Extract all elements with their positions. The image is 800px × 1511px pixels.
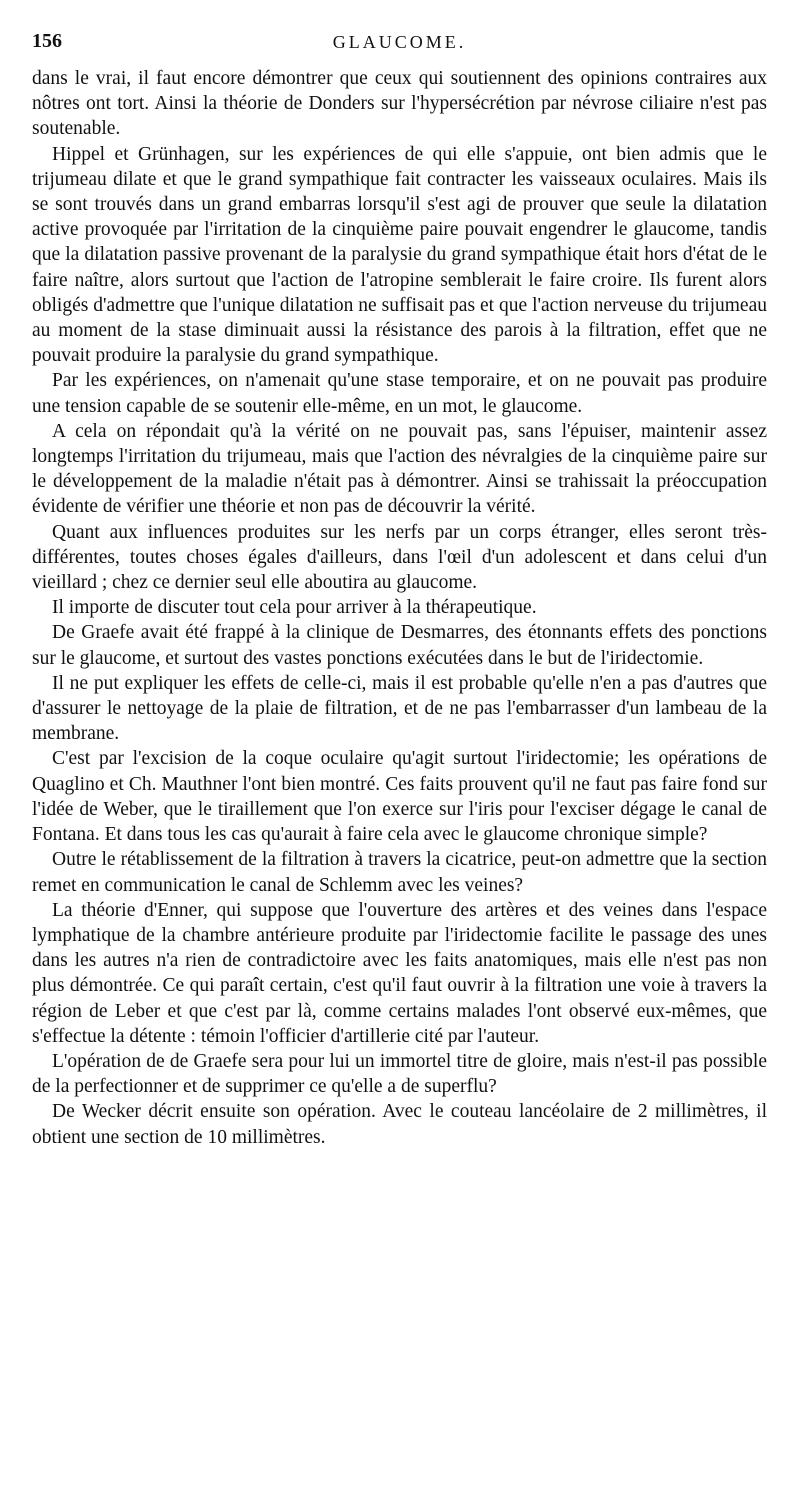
running-title: GLAUCOME.	[332, 32, 467, 52]
page	[32, 30, 767, 1150]
paragraph: L'opération de de Graefe sera pour lui un immortel titre de gloire, mais n'est-il pas possible de la perfectionner et de supprimer ce qu'elle a de superflu?	[32, 1050, 767, 1098]
paragraph: Hippel et Grünhagen, sur les expériences de qui elle s'appuie, ont bien admis que le trijumeau dilate et que le grand sympathique fait contracter les vaisseaux oculaires. Mais ils se sont trouvés dans un grand embarras lorsqu'il s'est agi de prouver que seule la dilatation active provoquée par l'irritation de la cinquième paire pouvait engendrer le glaucome, tandis que la dilatation passive provenant de la paralysie du grand sympathique était hors d'état de le faire naître, alors surtout que l'action de l'atropine semblerait le faire croire. Ils furent alors obligés d'admettre que l'unique dilatation ne suffisait pas et que l'action nerveuse du trijumeau au moment de la stase diminuait aussi la résistance des parois à la filtration, effet que ne pouvait produire la paralysie du grand sympathique.	[32, 143, 767, 367]
paragraph: De Graefe avait été frappé à la clinique de Desmarres, des étonnants effets des ponctions sur le glaucome, et surtout des vastes ponctions exécutées dans le but de l'iridectomie.	[32, 622, 767, 669]
paragraph: Quant aux influences produites sur les nerfs par un corps étranger, elles seront très-différentes, toutes choses égales d'ailleurs, dans l'œil d'un adolescent et dans celui d'un vieillard ; chez ce dernier seul elle aboutira au glaucome.	[32, 521, 767, 594]
page-number: 156	[32, 30, 62, 52]
paragraph: La théorie d'Enner, qui suppose que l'ouverture des artères et des veines dans l'espace lymphatique de la chambre antérieure produite par l'iridectomie facilite le passage des unes dans les autres n'a rien de contradictoire avec les faits anatomiques, mais elle n'est pas non plus démontrée. Ce qui paraît certain, c'est qu'il faut ouvrir à la filtration une voie à travers la région de Leber et que c'est par là, comme certains malades l'ont observé eux-mêmes, que s'effectue la détente : témoin l'officier d'artillerie cité par l'auteur.	[32, 899, 767, 1047]
paragraph: C'est par l'excision de la coque oculaire qu'agit surtout l'iridectomie; les opérations de Quaglino et Ch. Mauthner l'ont bien montré. Ces faits prouvent qu'il ne faut pas faire fond sur l'idée de Weber, que le tiraillement que l'on exerce sur l'iris pour l'exciser dégage le canal de Fontana. Et dans tous les cas qu'aurait à faire cela avec le glaucome chronique simple?	[32, 748, 767, 846]
body-text	[32, 66, 767, 1150]
paragraph: dans le vrai, il faut encore démontrer que ceux qui soutiennent des opinions contraires aux nôtres ont tort. Ainsi la théorie de Donders sur l'hypersécrétion par névrose ciliaire n'est pas soutenable.	[32, 68, 767, 140]
paragraph: Par les expériences, on n'amenait qu'une stase temporaire, et on ne pouvait pas produire une tension capable de se soutenir elle-même, en un mot, le glaucome.	[32, 370, 767, 417]
paragraph: De Wecker décrit ensuite son opération. Avec le couteau lancéolaire de 2 millimètres, il obtient une section de 10 millimètres.	[32, 1101, 767, 1148]
page-header	[32, 30, 767, 60]
paragraph: Outre le rétablissement de la filtration à travers la cicatrice, peut-on admettre que la section remet en communication le canal de Schlemm avec les veines?	[32, 849, 767, 896]
paragraph: Il ne put expliquer les effets de celle-ci, mais il est probable qu'elle n'en a pas d'autres que d'assurer le nettoyage de la plaie de filtration, et de ne pas l'embarrasser d'un lambeau de la membrane.	[32, 672, 767, 745]
paragraph: Il importe de discuter tout cela pour arriver à la thérapeutique.	[52, 597, 537, 619]
paragraph: A cela on répondait qu'à la vérité on ne pouvait pas, sans l'épuiser, maintenir assez longtemps l'irritation du trijumeau, mais que l'action des névralgies de la cinquième paire sur le développement de la maladie n'était pas à démontrer. Ainsi se trahissait la préoccupation évidente de vérifier une théorie et non pas de découvrir la vérité.	[32, 420, 767, 518]
